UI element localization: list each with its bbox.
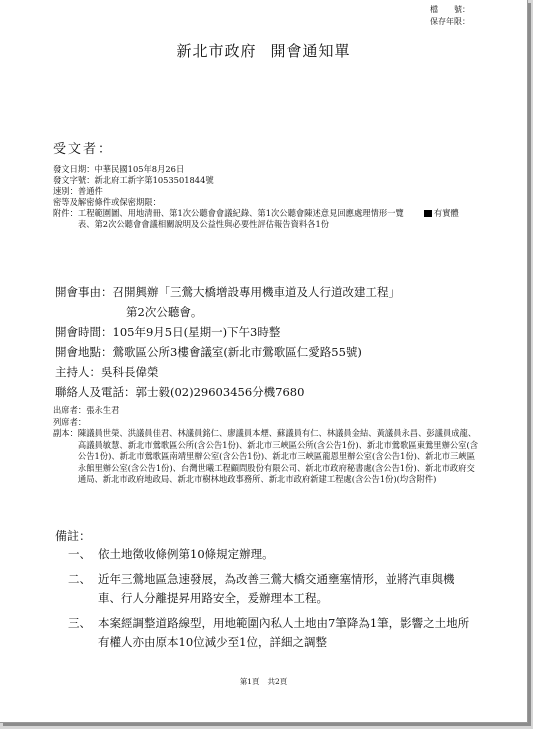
meeting-contact: 聯絡人及電話：郭士毅(02)29603456分機7680 [55,385,305,399]
meeting-time: 開會時間：105年9月5日(星期一)下午3時整 [55,325,281,339]
black-square-icon [424,210,432,217]
note-text: 近年三鶯地區急速發展，為改善三鶯大橋交通壅塞情形，並將汽車與機車、行人分離提昇用路安全，爰辦理本工程。 [98,572,455,605]
note-number: 一、 [68,547,91,561]
page-number: 第1頁 [239,677,260,686]
page-footer [0,676,527,687]
meeting-subject: 開會事由：召開興辦「三鶯大橋增設專用機車道及人行道改建工程」 [55,285,400,299]
copies-to [53,428,478,486]
retention-period-label: 保存年限： [430,17,470,26]
note-number: 二、 [68,572,91,586]
notes-list [68,545,473,658]
copies-list: 陳議員世榮、洪議員佳君、林議員銘仁、廖議員本煙、蘇議員有仁、林議員金結、黃議員永昌、彭議員成龍、高議員敏慧、新北市鶯歌區公所(含公告1份)、新北市三峽區公所(含公告1份)、新北市鶯歌區東鶯里辦公室(含公告1份)、新北市鶯歌區南靖里辦公室(含公告1份)、新北市三峽區龍恩里辦公室(含公告1份)、新北市三峽區永館里辦公室(含公告1份)、台灣世曦工程顧問股份有限公司、新北市政府秘書處(含公告1份)、新北市政府交通局、新北市政府地政局、新北市樹林地政事務所、新北市政府新建工程處(含公告1份)(均含附件) [77,428,479,484]
document-title [0,40,527,61]
document-number: 發文字號：新北府工新字第1053501844號 [53,175,214,185]
physical-attachment-mark [424,208,459,230]
copies-label: 副本： [53,428,78,438]
issue-date: 發文日期：中華民國105年8月26日 [53,164,185,174]
notes-heading: 備註： [55,529,92,543]
meeting-details [55,282,485,402]
physical-attachment-label: 有實體 [433,208,459,218]
document-metadata [53,164,493,230]
document-type: 開會通知單 [270,42,351,60]
note-number: 三、 [68,616,91,630]
observers: 列席者： [53,416,87,427]
attendees: 出席者：張永生君 [53,405,120,415]
attachments-label: 附件： [53,208,78,218]
secrecy-level: 密等及解密條件或保密期限： [53,197,161,207]
meeting-host: 主持人：吳科長偉榮 [55,365,159,379]
note-item [68,614,473,652]
note-item [68,570,473,608]
meeting-location: 開會地點：鶯歌區公所3樓會議室(新北市鶯歌區仁愛路55號) [55,345,362,359]
note-text: 依土地徵收條例第10條規定辦理。 [98,547,274,561]
recipient-label: 受文者： [53,142,114,157]
meeting-subject-continued: 第2次公聽會。 [126,305,203,319]
note-item [68,545,473,564]
attachments [53,208,493,230]
note-text: 本案經調整道路線型，用地範圍內私人土地由7筆降為1筆，影響之土地所有權人亦由原本10位減少至1位，詳細之調整 [98,616,470,649]
archive-number-label: 檔 號： [430,5,470,14]
delivery-speed: 速別：普通件 [53,186,103,196]
attendance-section [53,405,478,486]
page-total: 共2頁 [267,677,288,686]
issuing-organization: 新北市政府 [176,42,257,60]
attachments-list: 工程範圍圖、用地清冊、第1次公聽會會議紀錄、第1次公聽會陳述意見回應處理情形一覽表、第2次公聽會會議相關說明及公益性與必要性評估報告資料各1份 [77,208,404,229]
